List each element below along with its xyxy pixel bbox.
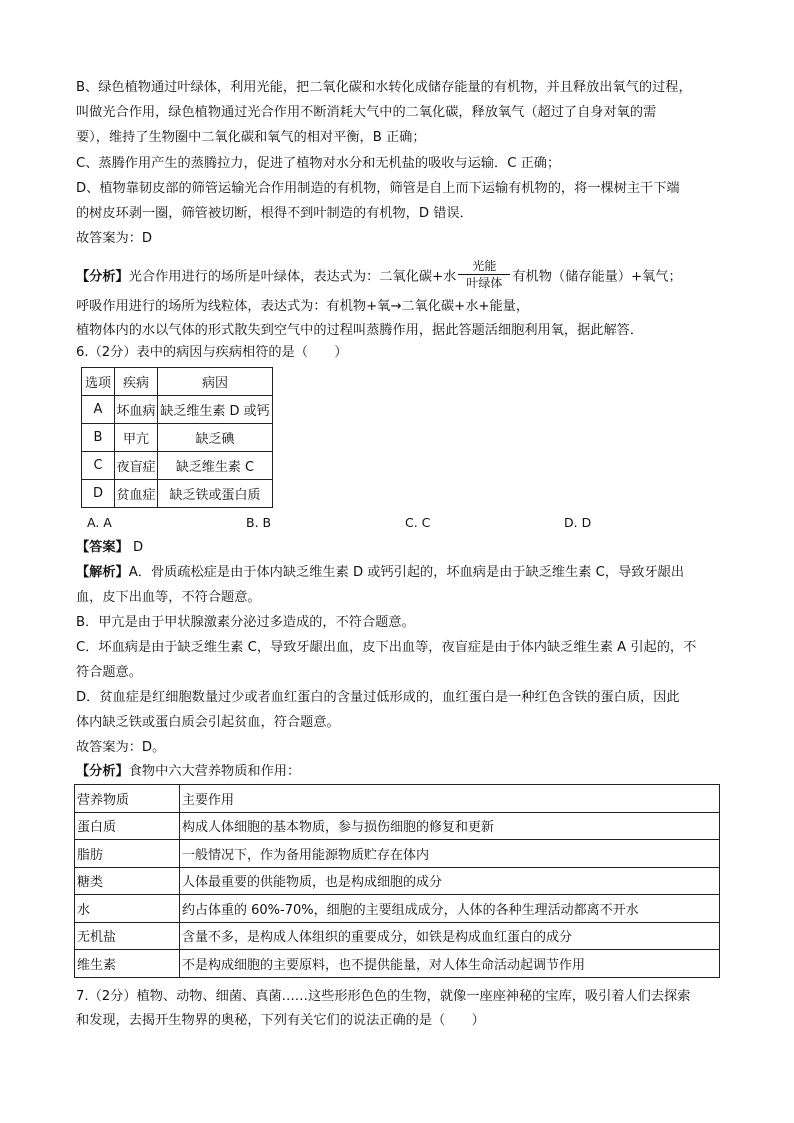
text-line: D、植物靠韧皮部的筛管运输光合作用制造的有机物，筛管是自上而下运输有机物的，将一棵树主干下端 — [76, 181, 680, 196]
text-line: B、绿色植物通过叶绿体，利用光能，把二氧化碳和水转化成储存能量的有机物，并且释放出氧气的过程， — [76, 80, 692, 95]
option-a[interactable]: A. A — [87, 515, 112, 530]
table-cell: 缺乏维生素 C — [158, 452, 273, 480]
table-cell: 不是构成细胞的主要原料，也不提供能量，对人体生命活动起调节作用 — [180, 950, 720, 978]
table-cell: 贫血症 — [115, 480, 158, 508]
analysis-tag: 【分析】 — [76, 764, 129, 779]
table-row — [75, 840, 720, 868]
answer-value: D — [132, 540, 144, 555]
table-cell: 缺乏铁或蛋白质 — [158, 480, 273, 508]
text-line: C．坏血病是由于缺乏维生素 C，导致牙龈出血，皮下出血等，夜盲症是由于体内缺乏维生素 A 引起的，不 — [76, 640, 697, 655]
answer-tag: 【答案】 — [76, 540, 129, 555]
analysis-line — [76, 762, 300, 782]
table-header-row — [75, 785, 720, 813]
analysis-text: 有机物（储存能量）+氧气； — [512, 269, 682, 285]
table-cell: B — [82, 424, 115, 452]
table-cell: 构成人体细胞的基本物质，参与损伤细胞的修复和更新 — [180, 812, 720, 840]
analysis-tag: 【分析】 — [76, 269, 129, 285]
table-cell: 糖类 — [75, 867, 180, 895]
answer-line — [76, 538, 143, 558]
table-cell: 缺乏维生素 D 或钙 — [158, 396, 273, 424]
reaction-condition — [458, 259, 510, 290]
condition-top: 光能 — [472, 259, 497, 273]
explanation-tag: 【解析】 — [76, 565, 129, 580]
analysis-line — [76, 261, 682, 292]
text-line: 血，皮下出血等，不符合题意。 — [76, 590, 261, 605]
table-row — [82, 396, 273, 424]
table-cell: 缺乏碘 — [158, 424, 273, 452]
table-header-cell: 主要作用 — [180, 785, 720, 813]
table-cell: 脂肪 — [75, 840, 180, 868]
table-cell: 夜盲症 — [115, 452, 158, 480]
text-line: B．甲亢是由于甲状腺激素分泌过多造成的，不符合题意。 — [76, 615, 415, 630]
text-line: 故答案为：D。 — [76, 740, 166, 755]
table-row — [75, 895, 720, 923]
table-cell: 约占体重的 60%-70%，细胞的主要组成成分，人体的各种生理活动都离不开水 — [180, 895, 720, 923]
table-cell: 无机盐 — [75, 922, 180, 950]
table-header-cell: 营养物质 — [75, 785, 180, 813]
analysis-text: 食物中六大营养物质和作用： — [128, 764, 301, 779]
table-cell: C — [82, 452, 115, 480]
reaction-arrow-bar — [458, 274, 510, 275]
table-cell: A — [82, 396, 115, 424]
table-header-cell: 病因 — [158, 368, 273, 396]
text-line: 符合题意。 — [76, 665, 142, 680]
table-cell: 人体最重要的供能物质，也是构成细胞的成分 — [180, 867, 720, 895]
table-header-cell: 选项 — [82, 368, 115, 396]
table-cell: 维生素 — [75, 950, 180, 978]
disease-table — [81, 367, 273, 508]
text-line: 呼吸作用进行的场所为线粒体，表达式为：有机物+氧→二氧化碳+水+能量， — [76, 299, 530, 314]
table-cell: 水 — [75, 895, 180, 923]
table-row — [75, 867, 720, 895]
table-cell: 坏血病 — [115, 396, 158, 424]
table-cell: 一般情况下，作为备用能源物质贮存在体内 — [180, 840, 720, 868]
table-row — [75, 950, 720, 978]
table-row — [82, 452, 273, 480]
table-cell: 蛋白质 — [75, 812, 180, 840]
table-cell: D — [82, 480, 115, 508]
text-line: 和发现，去揭开生物界的奥秘，下列有关它们的说法正确的是（ ） — [76, 1013, 485, 1028]
table-row — [82, 424, 273, 452]
analysis-text: 光合作用进行的场所是叶绿体，表达式为：二氧化碳+水 — [128, 269, 457, 285]
table-header-row — [82, 368, 273, 396]
text-line: 叫做光合作用，绿色植物通过光合作用不断消耗大气中的二氧化碳，释放氧气（超过了自身对氧的需 — [76, 105, 657, 120]
question-stem: 7.（2分）植物、动物、细菌、真菌……这些形形色色的生物，就像一座座神秘的宝库，吸引着人们去探索 — [76, 989, 691, 1004]
text-line: 植物体内的水以气体的形式散失到空气中的过程叫蒸腾作用，据此答题活细胞利用氧，据此解答． — [76, 323, 644, 338]
text-line: 故答案为：D — [76, 231, 153, 246]
table-cell: 甲亢 — [115, 424, 158, 452]
question-stem: 6.（2分）表中的病因与疾病相符的是（ ） — [76, 345, 348, 360]
table-row — [75, 812, 720, 840]
table-header-cell: 疾病 — [115, 368, 158, 396]
text-line: 体内缺乏铁或蛋白质会引起贫血，符合题意。 — [76, 715, 340, 730]
table-row — [75, 922, 720, 950]
text-line: D．贫血症是红细胞数量过少或者血红蛋白的含量过低形成的，血红蛋白是一种红色含铁的蛋白质，因此 — [76, 690, 680, 705]
text-line: 的树皮环剥一圈，筛管被切断，根得不到叶制造的有机物，D 错误． — [76, 206, 473, 221]
nutrition-table — [74, 784, 720, 978]
text-line: 要），维持了生物圈中二氧化碳和氧气的相对平衡，B 正确； — [76, 130, 426, 145]
text-line: C、蒸腾作用产生的蒸腾拉力，促进了植物对水分和无机盐的吸收与运输．C 正确； — [76, 156, 561, 171]
explanation-line — [76, 563, 684, 583]
explanation-text: A．骨质疏松症是由于体内缺乏维生素 D 或钙引起的，坏血病是由于缺乏维生素 C，导致牙龈出 — [128, 565, 685, 580]
table-row — [82, 480, 273, 508]
option-c[interactable]: C. C — [405, 515, 431, 530]
option-b[interactable]: B. B — [246, 515, 272, 530]
table-cell: 含量不多，是构成人体组织的重要成分，如铁是构成血红蛋白的成分 — [180, 922, 720, 950]
option-d[interactable]: D. D — [564, 515, 592, 530]
condition-bottom: 叶绿体 — [466, 276, 503, 290]
